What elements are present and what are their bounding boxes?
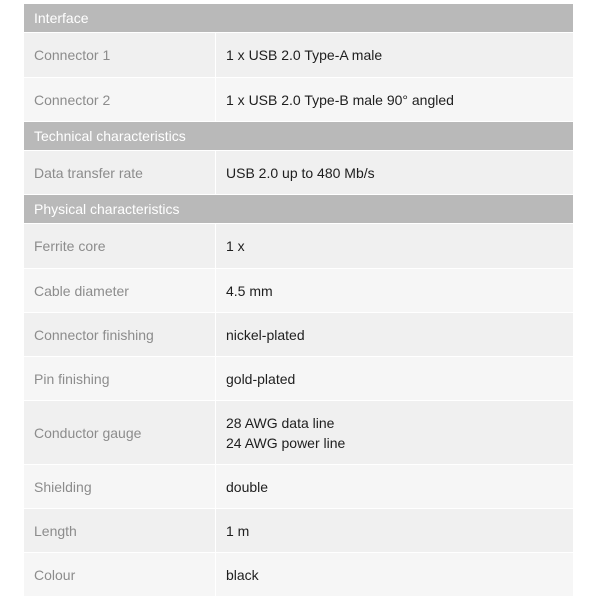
row-label: Pin finishing: [24, 357, 216, 400]
table-row: [24, 465, 573, 509]
row-label: Connector 2: [24, 78, 216, 121]
row-label: Colour: [24, 553, 216, 596]
row-label: Length: [24, 509, 216, 552]
row-label: Connector 1: [24, 33, 216, 77]
table-row: [24, 553, 573, 597]
row-label: Connector finishing: [24, 313, 216, 356]
table-row: [24, 357, 573, 401]
row-value: 1 x: [226, 238, 245, 254]
row-value-line: 28 AWG data line: [226, 414, 335, 431]
row-label: Shielding: [24, 465, 216, 508]
table-row: [24, 78, 573, 122]
row-value: 4.5 mm: [226, 282, 273, 299]
table-row: [24, 33, 573, 78]
row-value: double: [226, 478, 269, 495]
section-header-interface: Interface: [24, 4, 573, 33]
row-value: nickel-plated: [226, 326, 305, 343]
row-value: 1 m: [226, 522, 250, 539]
table-row: [24, 224, 573, 269]
row-label: Conductor gauge: [24, 401, 216, 464]
row-label: Cable diameter: [24, 269, 216, 312]
section-header-technical: Technical characteristics: [24, 122, 573, 151]
table-row: [24, 269, 573, 313]
table-row: [24, 401, 573, 465]
row-value: black: [226, 566, 259, 583]
row-value: gold-plated: [226, 370, 296, 387]
table-row: [24, 313, 573, 357]
row-value: USB 2.0 up to 480 Mb/s: [226, 164, 375, 181]
table-row: [24, 509, 573, 553]
section-header-physical: Physical characteristics: [24, 195, 573, 224]
row-label: Ferrite core: [24, 224, 216, 268]
row-value: [216, 413, 573, 453]
row-value-line: 24 AWG power line: [226, 434, 346, 451]
row-value: 1 x USB 2.0 Type-A male: [226, 47, 383, 63]
table-row: [24, 151, 573, 195]
row-label: Data transfer rate: [24, 151, 216, 194]
spec-table: [24, 4, 573, 597]
row-value: 1 x USB 2.0 Type-B male 90° angled: [226, 91, 454, 108]
